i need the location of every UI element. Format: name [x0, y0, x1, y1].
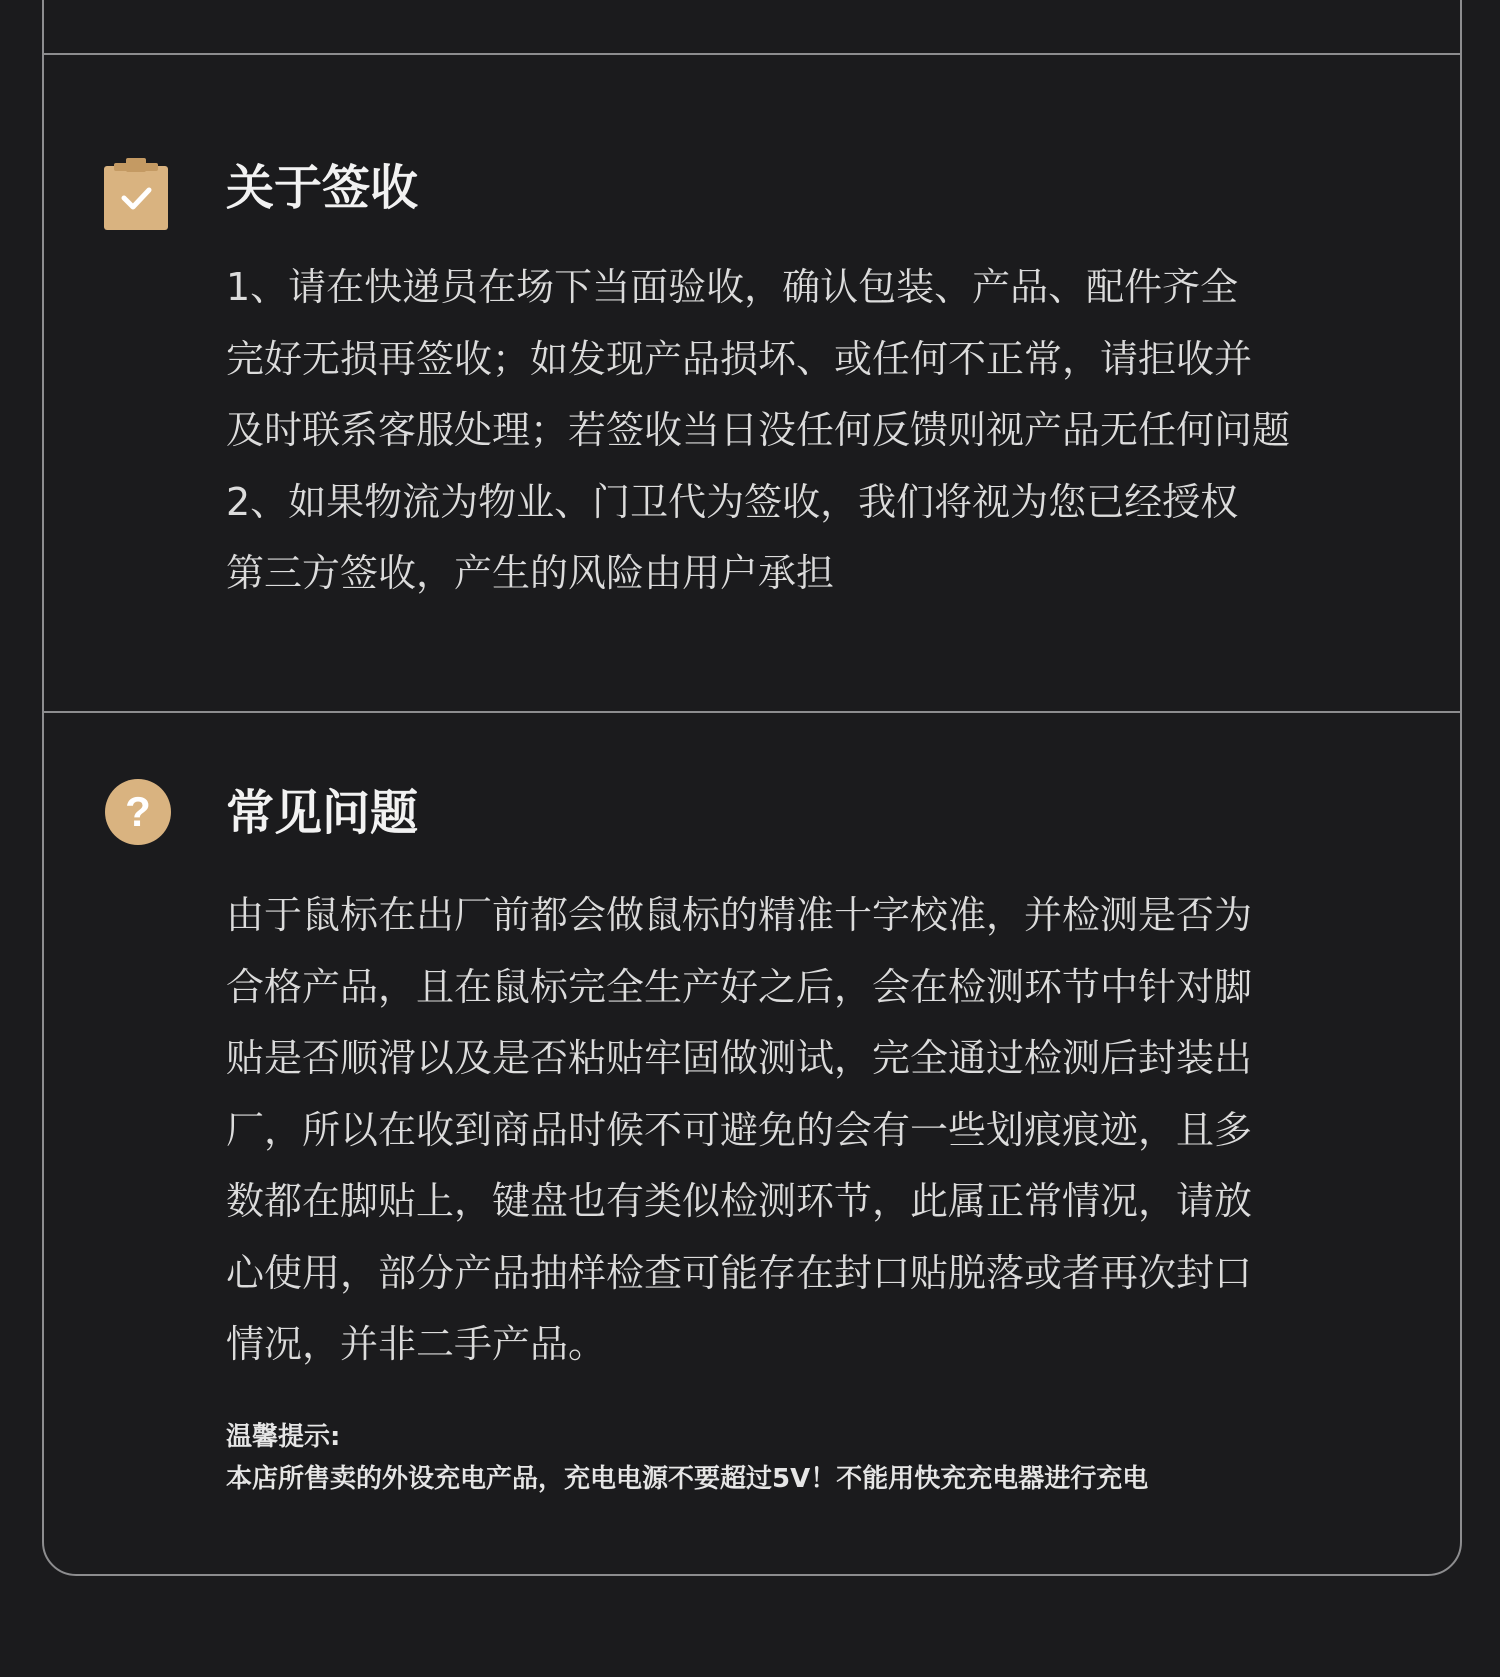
body-line: 情况，并非二手产品。	[226, 1322, 607, 1366]
body-line: 及时联系客服处理；若签收当日没任何反馈则视产品无任何问题	[226, 408, 1291, 452]
body-line: 合格产品，且在鼠标完全生产好之后，会在检测环节中针对脚	[226, 964, 1253, 1009]
warm-tip-text: 本店所售卖的外设充电产品，充电电源不要超过5V！不能用快充充电器进行充电	[226, 1464, 1149, 1494]
body-line: 完好无损再签收；如发现产品损坏、或任何不正常，请拒收并	[226, 336, 1253, 381]
section-divider-middle	[42, 711, 1462, 713]
body-line: 心使用，部分产品抽样检查可能存在封口贴脱落或者再次封口	[226, 1250, 1253, 1295]
body-line: 数都在脚贴上，键盘也有类似检测环节，此属正常情况，请放	[226, 1179, 1253, 1223]
body-line: 第三方签收，产生的风险由用户承担	[226, 551, 835, 595]
warm-tip-label: 温馨提示:	[226, 1422, 341, 1452]
question-circle-icon	[104, 778, 172, 850]
body-line: 1、请在快递员在场下当面验收，确认包装、产品、配件齐全	[226, 265, 1239, 309]
section-title-faq: 常见问题	[226, 785, 419, 841]
warm-tip	[226, 1416, 1148, 1500]
body-line: 由于鼠标在出厂前都会做鼠标的精准十字校准，并检测是否为	[226, 893, 1253, 937]
section-body-faq	[226, 880, 1446, 1381]
clipboard-check-icon	[104, 158, 172, 230]
body-line: 贴是否顺滑以及是否粘贴牢固做测试，完全通过检测后封装出	[226, 1036, 1253, 1080]
section-divider-top	[42, 53, 1462, 55]
body-line: 厂，所以在收到商品时候不可避免的会有一些划痕痕迹，且多	[226, 1107, 1253, 1152]
svg-text:?: ?	[125, 788, 151, 835]
section-body-signing	[226, 252, 1446, 610]
body-line: 2、如果物流为物业、门卫代为签收，我们将视为您已经授权	[226, 479, 1239, 524]
section-title-signing: 关于签收	[226, 160, 419, 216]
